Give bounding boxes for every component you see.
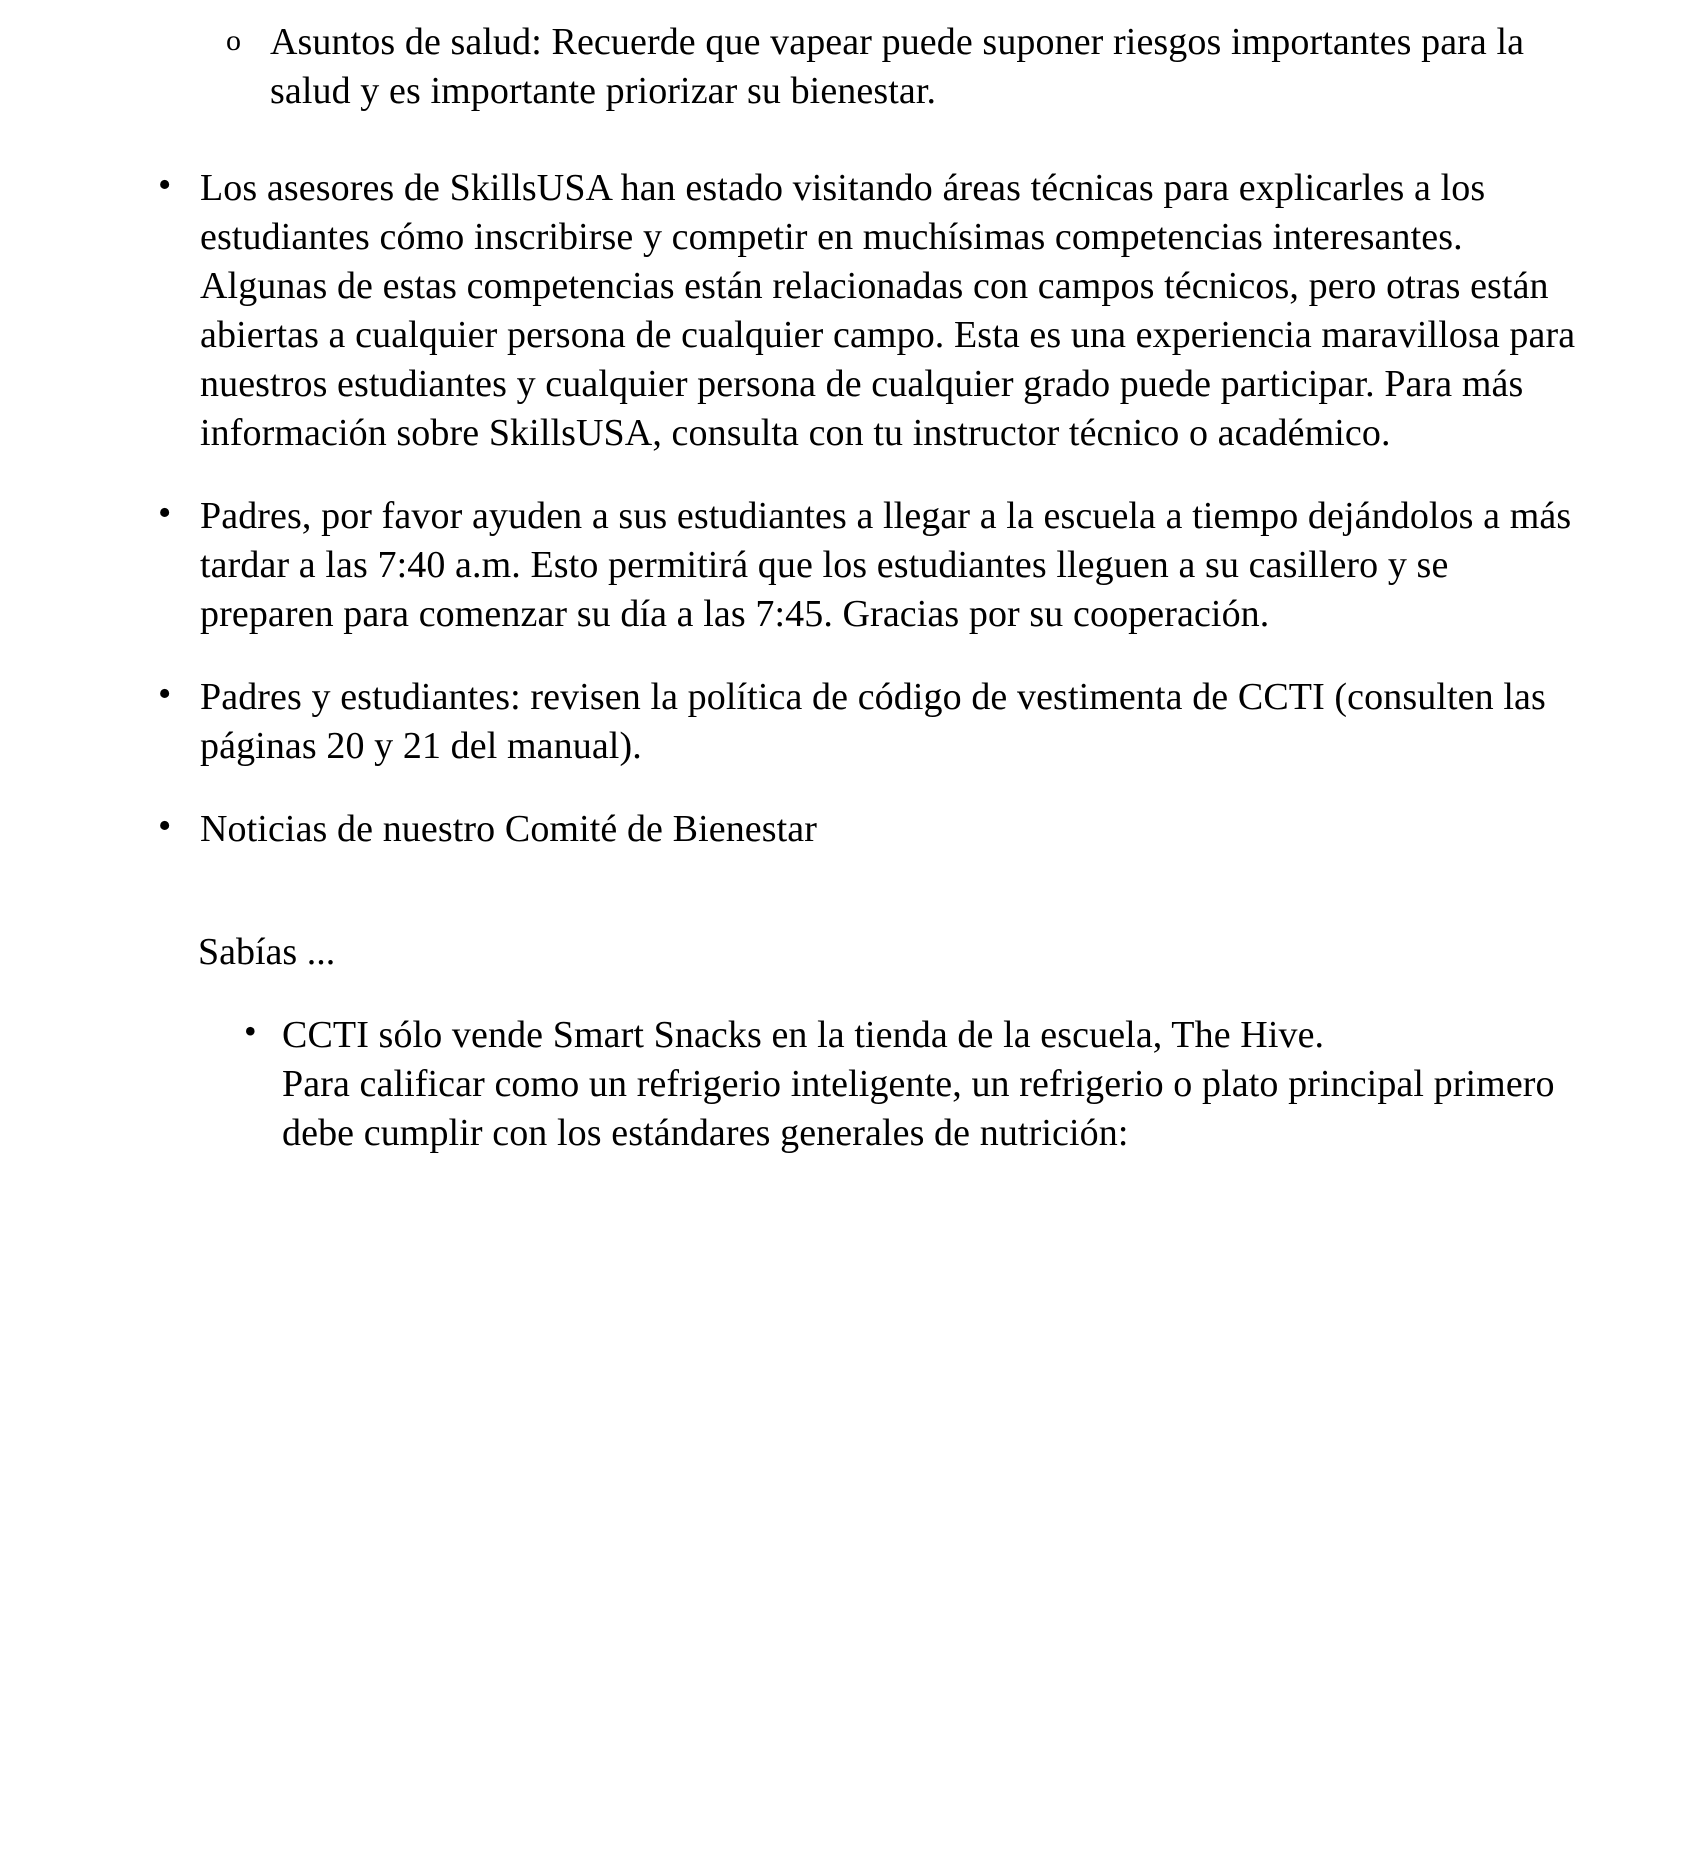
health-sublist [218, 18, 1590, 116]
list-item-skillsusa [150, 164, 1590, 458]
section-spacer [150, 146, 1590, 164]
wellness-intro-text: Sabías ... [198, 931, 336, 974]
health-note-text: Asuntos de salud: Recuerde que vapear puede suponer riesgos importantes para la salud y es importante priorizar su bienestar. [270, 21, 1525, 113]
skillsusa-text: Los asesores de SkillsUSA han estado visitando áreas técnicas para explicarles a los estudiantes cómo inscribirse y competir en muchísimas competencias interesantes. Algunas de estas competencias están relacionadas con campos técnicos, pero otras están abiertas a cualquier persona de cualquier campo. Esta es una experiencia maravillosa para nuestros estudiantes y cualquier persona de cualquier grado puede participar. Para más información sobre SkillsUSA, consulta con tu instructor técnico o académico. [200, 167, 1576, 455]
list-item-smart-snacks [234, 1011, 1590, 1158]
wellness-intro-paragraph [198, 928, 1590, 977]
wellness-sublist [234, 1011, 1590, 1158]
list-item-health-note [218, 18, 1590, 116]
main-bullet-list [150, 164, 1590, 854]
smart-snacks-line-2: Para calificar como un refrigerio inteligente, un refrigerio o plato principal primero debe cumplir con los estándares generales de nutrición: [282, 1063, 1555, 1155]
wellness-spacer [150, 888, 1590, 928]
smart-snacks-line-1: • CCTI sólo vende Smart Snacks en la tienda de la escuela, The Hive. [282, 1014, 1325, 1057]
dress-code-text: Padres y estudiantes: revisen la política de código de vestimenta de CCTI (consulten las páginas 20 y 21 del manual). [200, 676, 1546, 768]
list-item-dress-code [150, 673, 1590, 771]
list-item-wellness-committee [150, 805, 1590, 854]
wellness-committee-heading: Noticias de nuestro Comité de Bienestar [200, 808, 818, 851]
list-item-arrival-time [150, 492, 1590, 639]
arrival-time-text: Padres, por favor ayuden a sus estudiantes a llegar a la escuela a tiempo dejándolos a más tardar a las 7:40 a.m. Esto permitirá que los estudiantes lleguen a su casillero y se preparen para comenzar su día a las 7:45. Gracias por su cooperación. [200, 495, 1572, 636]
